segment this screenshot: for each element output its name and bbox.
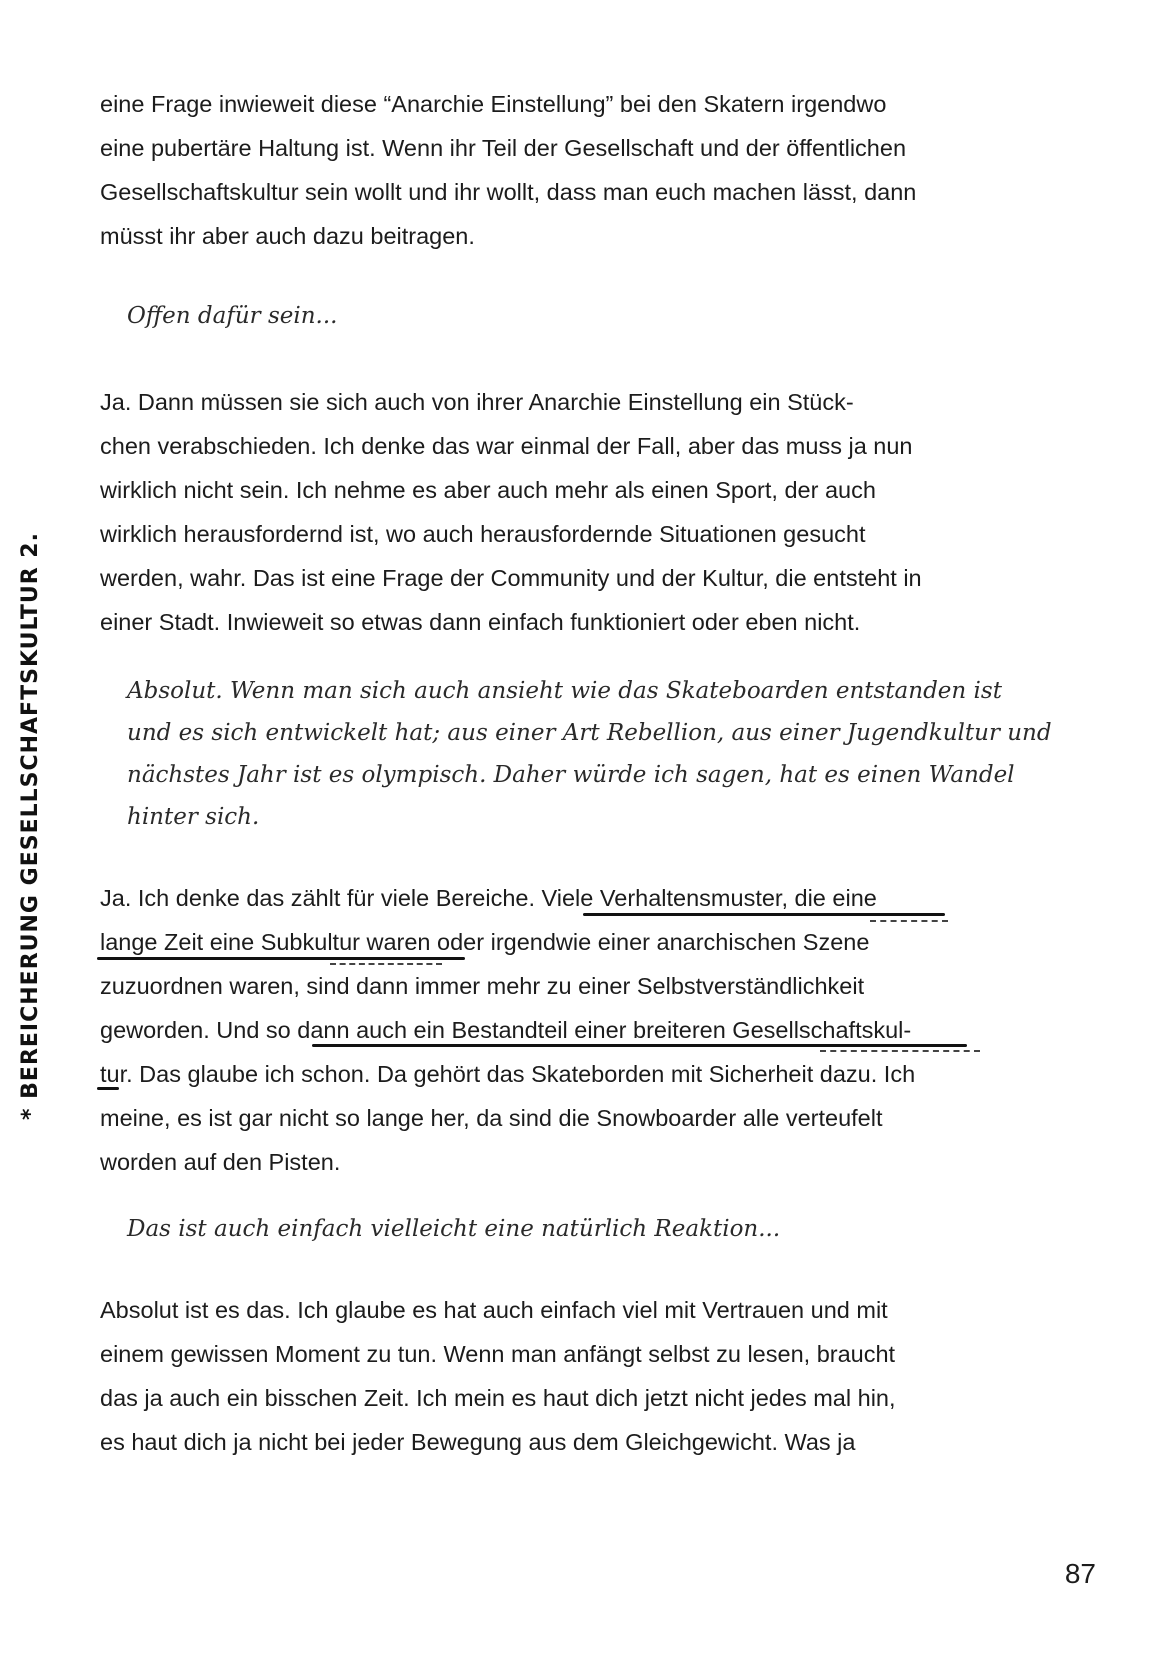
text-line: das ja auch ein bisschen Zeit. Ich mein es haut dich jetzt nicht jedes mal hin, xyxy=(100,1385,896,1411)
handwritten-underline xyxy=(583,913,945,916)
handwritten-underline xyxy=(97,957,465,960)
handwritten-underline xyxy=(870,920,948,922)
text-line: Offen dafür sein... xyxy=(127,303,338,329)
text-line: nächstes Jahr ist es olympisch. Daher würde ich sagen, hat es einen Wandel xyxy=(127,762,1015,788)
text-line: lange Zeit eine Subkultur waren oder irgendwie einer anarchischen Szene xyxy=(100,929,870,955)
page-number: 87 xyxy=(1064,1558,1096,1589)
text-line: und es sich entwickelt hat; aus einer Art Rebellion, aus einer Jugendkultur und xyxy=(127,720,1052,746)
text-line: wirklich herausfordernd ist, wo auch herausfordernde Situationen gesucht xyxy=(100,521,866,547)
handwritten-underline xyxy=(820,1050,980,1052)
handwritten-underline xyxy=(312,1044,967,1047)
answer-paragraph xyxy=(100,876,1060,1184)
answer-paragraph xyxy=(100,380,1060,644)
answer-paragraph xyxy=(100,82,1060,258)
text-line: worden auf den Pisten. xyxy=(100,1149,341,1175)
text-line: Das ist auch einfach vielleicht eine natürlich Reaktion... xyxy=(127,1216,781,1242)
text-line: wirklich nicht sein. Ich nehme es aber auch mehr als einen Sport, der auch xyxy=(100,477,876,503)
text-line: zuzuordnen waren, sind dann immer mehr zu einer Selbstverständlichkeit xyxy=(100,973,865,999)
text-line: meine, es ist gar nicht so lange her, da sind die Snowboarder alle verteufelt xyxy=(100,1105,883,1131)
handwritten-underline xyxy=(330,963,442,965)
text-line: Gesellschaftskultur sein wollt und ihr wollt, dass man euch machen lässt, dann xyxy=(100,179,917,205)
text-line: werden, wahr. Das ist eine Frage der Community und der Kultur, die entsteht in xyxy=(100,565,922,591)
text-line: eine Frage inwieweit diese “Anarchie Einstellung” bei den Skatern irgendwo xyxy=(100,91,887,117)
text-line: es haut dich ja nicht bei jeder Bewegung aus dem Gleichgewicht. Was ja xyxy=(100,1429,856,1455)
text-line: Ja. Ich denke das zählt für viele Bereiche. Viele Verhaltensmuster, die eine xyxy=(100,885,877,911)
text-line: müsst ihr aber auch dazu beitragen. xyxy=(100,223,475,249)
text-line: geworden. Und so dann auch ein Bestandteil einer breiteren Gesellschaftskul- xyxy=(100,1017,912,1043)
text-line: einem gewissen Moment zu tun. Wenn man anfängt selbst zu lesen, braucht xyxy=(100,1341,896,1367)
text-line: chen verabschieden. Ich denke das war einmal der Fall, aber das muss ja nun xyxy=(100,433,913,459)
interviewer-question xyxy=(127,295,1062,337)
answer-paragraph xyxy=(100,1288,1060,1464)
handwritten-underline xyxy=(97,1087,119,1090)
interviewer-question xyxy=(127,1208,1062,1250)
text-line: hinter sich. xyxy=(127,804,260,830)
handwritten-margin-note: * BEREICHERUNG GESELLSCHAFTSKULTUR 2. xyxy=(18,532,43,1120)
text-line: eine pubertäre Haltung ist. Wenn ihr Teil der Gesellschaft und der öffentlichen xyxy=(100,135,907,161)
text-line: Absolut ist es das. Ich glaube es hat auch einfach viel mit Vertrauen und mit xyxy=(100,1297,888,1323)
text-line: tur. Das glaube ich schon. Da gehört das Skateborden mit Sicherheit dazu. Ich xyxy=(100,1061,916,1087)
text-line: Ja. Dann müssen sie sich auch von ihrer Anarchie Einstellung ein Stück- xyxy=(100,389,854,415)
interviewer-question xyxy=(127,670,1062,838)
text-line: einer Stadt. Inwieweit so etwas dann einfach funktioniert oder eben nicht. xyxy=(100,609,861,635)
text-line: Absolut. Wenn man sich auch ansieht wie das Skateboarden entstanden ist xyxy=(127,678,1002,704)
